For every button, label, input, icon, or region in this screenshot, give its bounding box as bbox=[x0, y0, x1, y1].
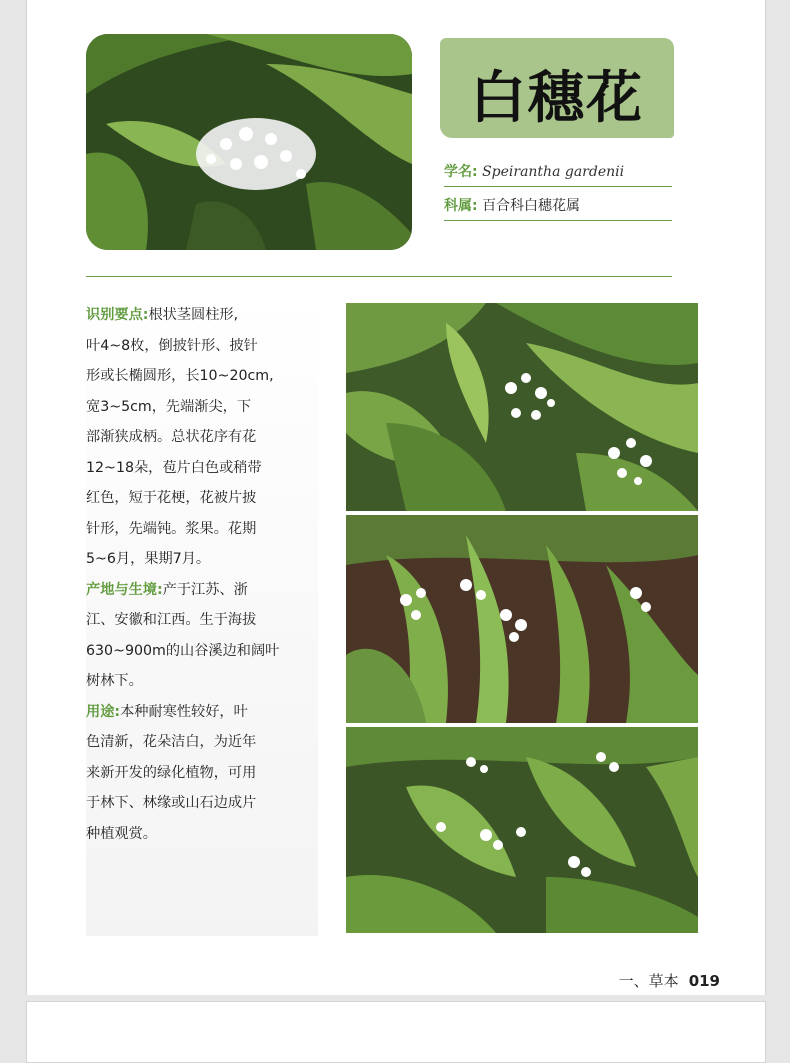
habitat-label: 产地与生境: bbox=[86, 581, 163, 598]
identification-line-5: 12~18朵，苞片白色或稍带 bbox=[86, 459, 262, 476]
scientific-name-label: 学名: bbox=[444, 164, 478, 180]
uses-line-0: 用途:本种耐寒性较好，叶 bbox=[86, 703, 248, 720]
plant-photo-3 bbox=[346, 727, 698, 933]
identification-line-7: 针形，先端钝。浆果。花期 bbox=[86, 520, 257, 537]
page-title: 白穗花 bbox=[470, 66, 644, 131]
uses-line-4: 种植观赏。 bbox=[86, 825, 157, 842]
habitat-line-1: 江、安徽和江西。生于海拔 bbox=[86, 612, 257, 628]
habitat-line-0: 产地与生境:产于江苏、浙 bbox=[86, 581, 248, 598]
identification-line-6: 红色，短于花梗，花被片披 bbox=[86, 490, 257, 506]
plant-photo-2 bbox=[346, 515, 698, 723]
family-value: 百合科白穗花属 bbox=[482, 198, 581, 214]
section-divider bbox=[86, 276, 672, 277]
family-row bbox=[444, 192, 672, 221]
chapter-label: 一、草本 bbox=[618, 972, 679, 990]
page-footer bbox=[619, 970, 720, 991]
habitat-line-3: 树林下。 bbox=[86, 673, 143, 689]
family-label: 科属: bbox=[444, 198, 478, 214]
description-text bbox=[86, 300, 308, 849]
uses-line-2: 来新开发的绿化植物，可用 bbox=[86, 764, 257, 781]
page-number: 019 bbox=[688, 972, 720, 990]
identification-line-2: 形或长椭圆形，长10~20cm, bbox=[86, 368, 274, 384]
uses-line-3: 于林下、林缘或山石边成片 bbox=[86, 795, 257, 811]
identification-line-8: 5~6月，果期7月。 bbox=[86, 551, 211, 567]
scientific-name-value: Speirantha gardenii bbox=[482, 164, 625, 180]
identification-line-1: 叶4~8枚，倒披针形、披针 bbox=[86, 337, 258, 354]
uses-label: 用途: bbox=[86, 703, 121, 720]
identification-line-3: 宽3~5cm，先端渐尖，下 bbox=[86, 398, 252, 415]
identification-line-0: 识别要点:根状茎圆柱形, bbox=[86, 307, 239, 323]
next-page-edge bbox=[26, 1001, 766, 1063]
identification-line-4: 部渐狭成柄。总状花序有花 bbox=[86, 429, 257, 445]
scientific-name-row bbox=[444, 158, 672, 187]
title-banner bbox=[440, 38, 674, 138]
plant-photo-1 bbox=[346, 303, 698, 511]
uses-line-1: 色清新，花朵洁白，为近年 bbox=[86, 734, 257, 750]
habitat-line-2: 630~900m的山谷溪边和阔叶 bbox=[86, 642, 280, 659]
identification-label: 识别要点: bbox=[86, 307, 149, 323]
hero-plant-photo bbox=[86, 34, 412, 250]
